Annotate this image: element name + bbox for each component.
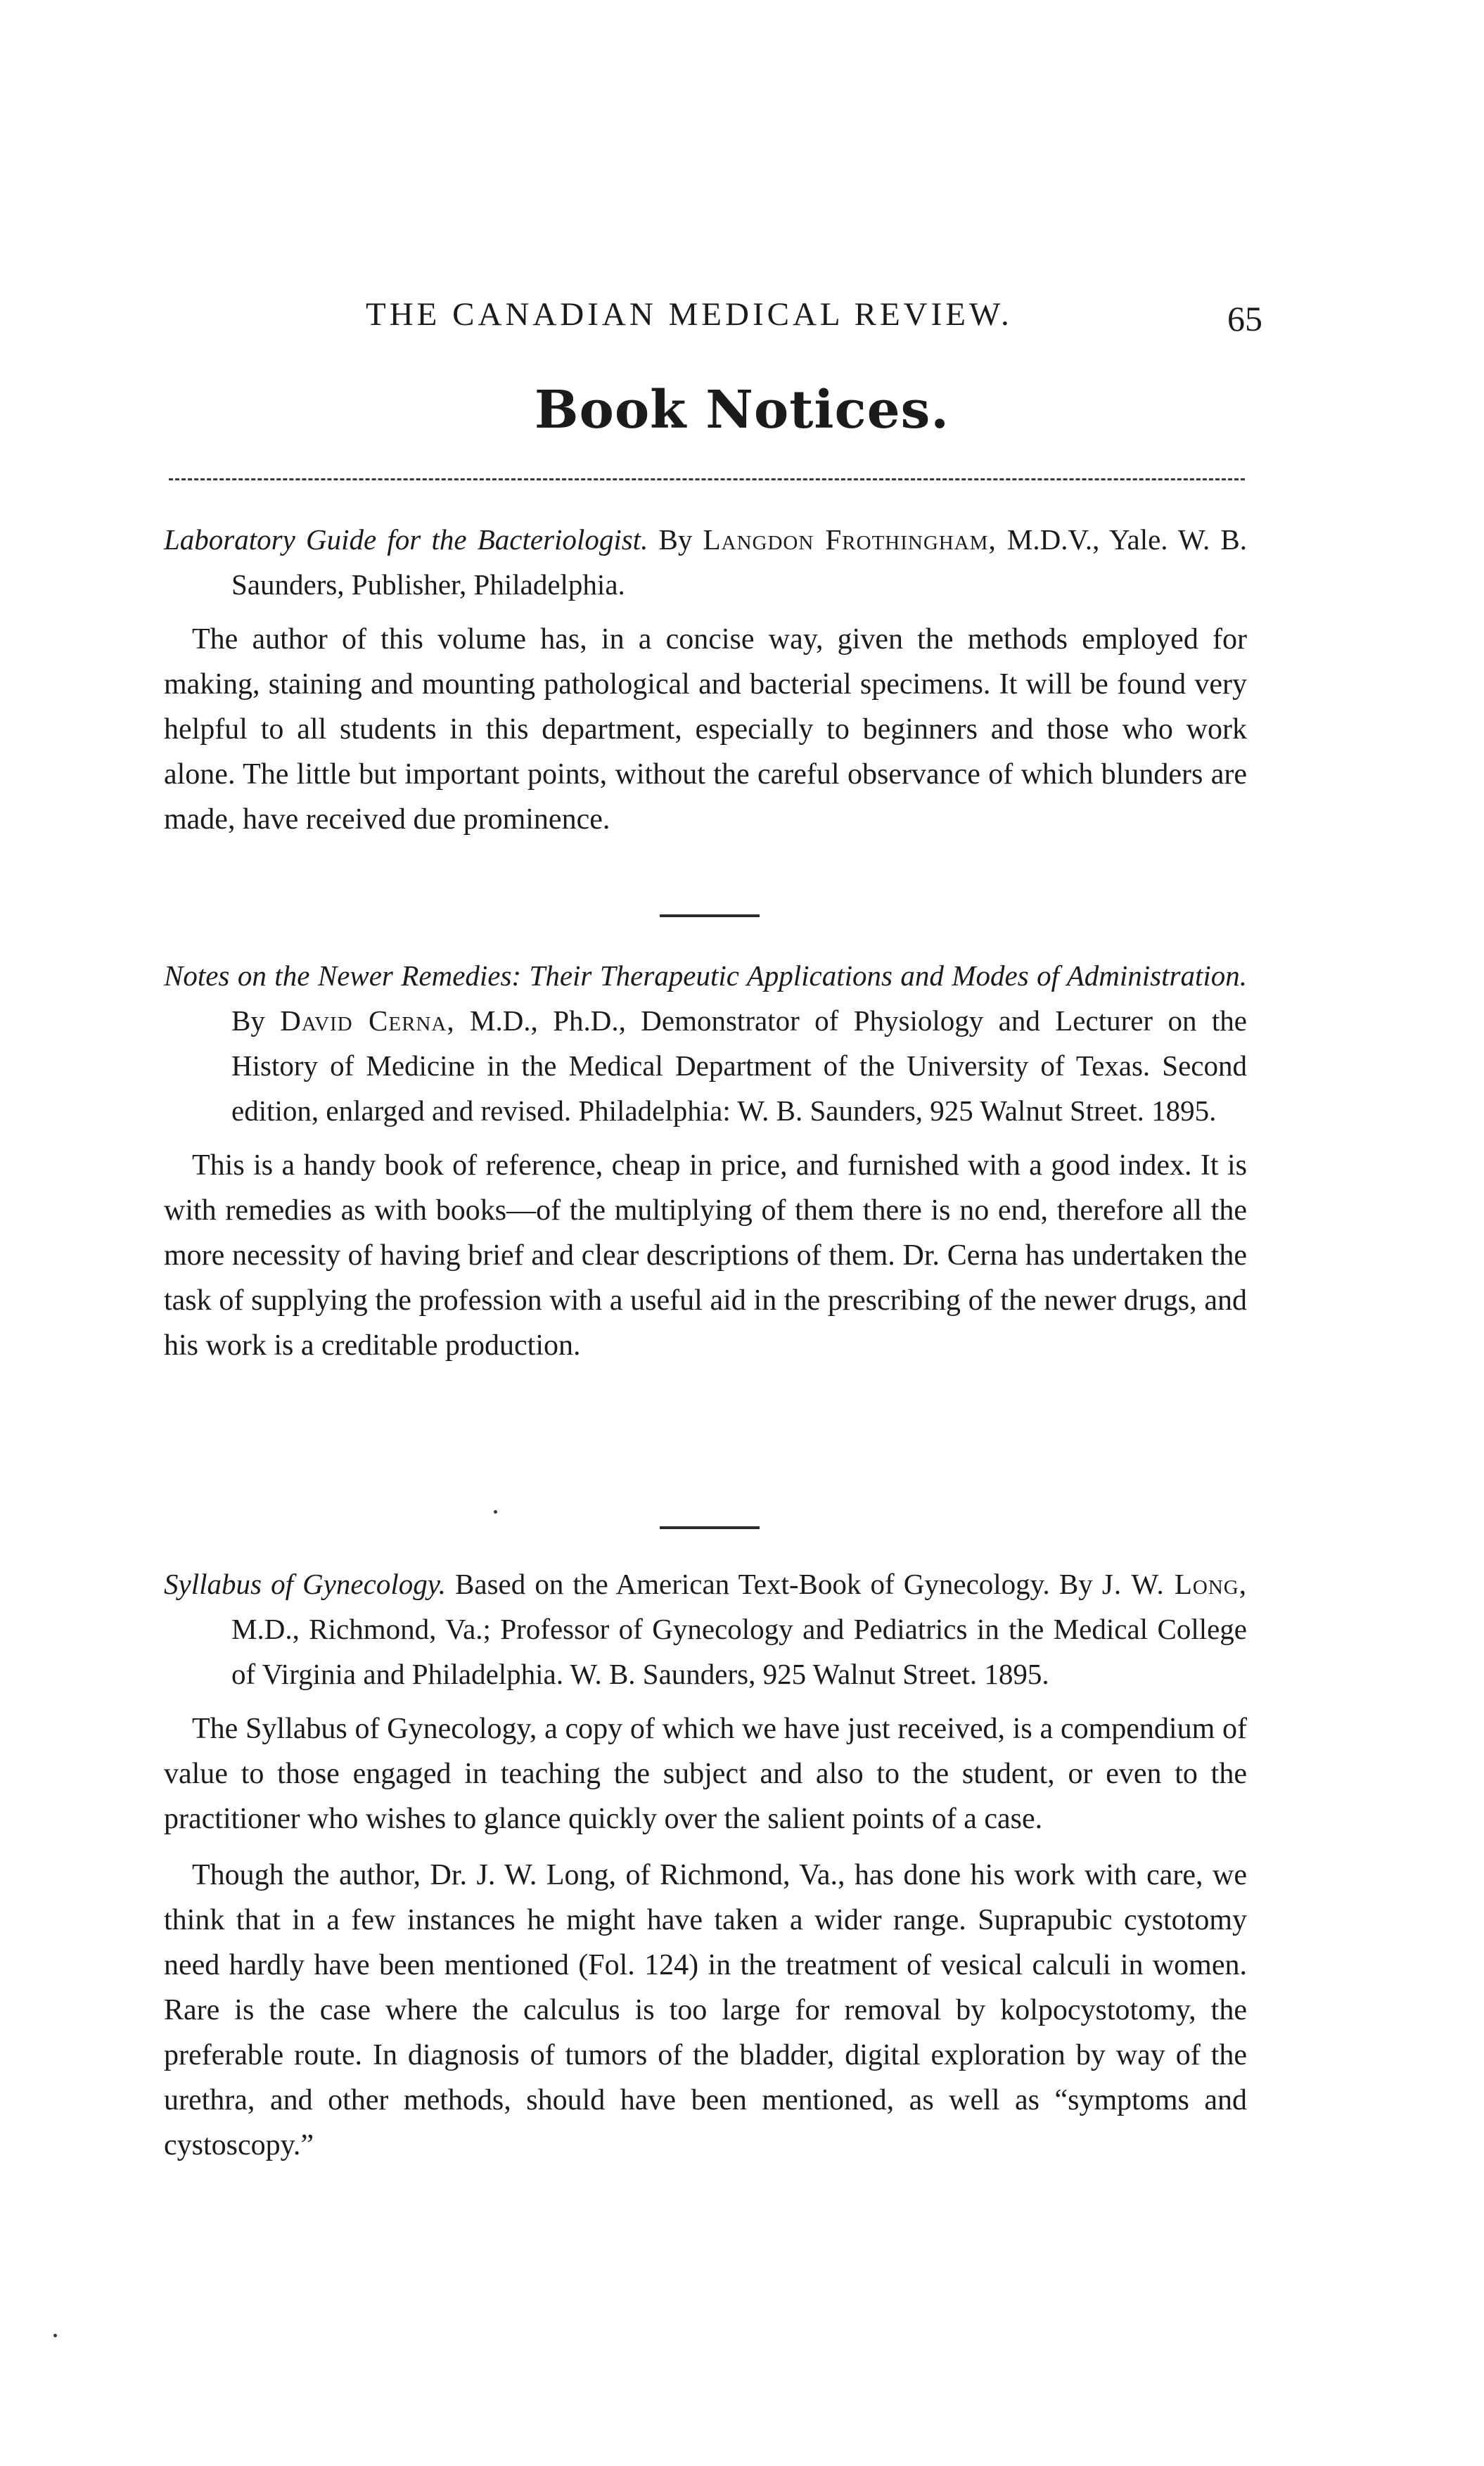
citation-by: By (231, 1004, 281, 1037)
book-author: Langdon Frothingham, (703, 523, 997, 556)
citation-details: M.D., Richmond, Va.; Professor of Gynecology and Pediatrics in the Medical College of Virginia and Philadelphia. W. B. Saunders, 925 Walnut Street. 1895. (231, 1613, 1247, 1690)
book-title: Notes on the Newer Remedies: Their Therapeutic Applications and Modes of Administration. (164, 959, 1247, 992)
notice-citation (164, 517, 1247, 607)
book-author: David Cerna, (280, 1004, 455, 1037)
notice-citation (164, 953, 1247, 1133)
ink-speck (494, 1510, 497, 1514)
book-notice-1 (164, 517, 1247, 842)
section-divider (169, 478, 1245, 480)
journal-title: THE CANADIAN MEDICAL REVIEW. (366, 296, 1013, 333)
book-title: Syllabus of Gynecology. (164, 1568, 446, 1600)
citation-details: M.D.V., Yale. W. B. Saunders, Publisher, Philadelphia. (231, 523, 1247, 601)
notice-citation (164, 1561, 1247, 1697)
notice-separator (660, 1526, 760, 1529)
book-title: Laboratory Guide for the Bacteriologist. (164, 523, 648, 556)
review-paragraph: The author of this volume has, in a concise way, given the methods employed for making, staining and mounting pathological and bacterial specimens. It will be found very helpful to all students in this department, especially to beginners and those who work alone. The little but important points, without the careful observance of which blunders are made, have received due prominence. (164, 623, 1247, 836)
book-notice-3 (164, 1561, 1247, 2168)
review-paragraph: This is a handy book of reference, cheap in price, and furnished with a good index. It is with remedies as with books—of the multiplying of them there is no end, therefore all the more necessity of having brief and clear descriptions of them. Dr. Cerna has undertaken the task of supplying the profession with a useful aid in the prescribing of the newer drugs, and his work is a creditable production. (164, 1149, 1247, 1362)
notice-separator (660, 914, 760, 917)
review-paragraph: Though the author, Dr. J. W. Long, of Richmond, Va., has done his work with care, we think that in a few instances he might have taken a wider range. Suprapubic cystotomy need hardly have been mentioned (Fol. 124) in the treatment of vesical calculi in women. Rare is the case where the calculus is too large for removal by kolpocystotomy, the preferable route. In diagnosis of tumors of the bladder, digital exploration by way of the urethra, and other methods, should have been mentioned, as well as “symptoms and cystoscopy.” (164, 1859, 1247, 2161)
page-number: 65 (1227, 299, 1262, 338)
review-paragraph: The Syllabus of Gynecology, a copy of which we have just received, is a compendium of value to those engaged in teaching the subject and also to the student, or even to the practitioner who wishes to glance quickly over the salient points of a case. (164, 1713, 1247, 1835)
book-notice-2 (164, 953, 1247, 1368)
running-head (0, 295, 1484, 345)
book-author: J. W. Long, (1101, 1568, 1247, 1600)
citation-by: By (648, 523, 703, 556)
citation-by: Based on the American Text-Book of Gynecology. By (445, 1568, 1102, 1600)
ink-speck (53, 2334, 57, 2337)
section-title: Book Notices. (534, 380, 950, 440)
citation-details: M.D., Ph.D., Demonstrator of Physiology and Lecturer on the History of Medicine in the Medical Department of the University of Texas. Second edition, enlarged and revised. Philadelphia: W. B. Saunders, 925 Walnut Street. 1895. (231, 1004, 1247, 1127)
